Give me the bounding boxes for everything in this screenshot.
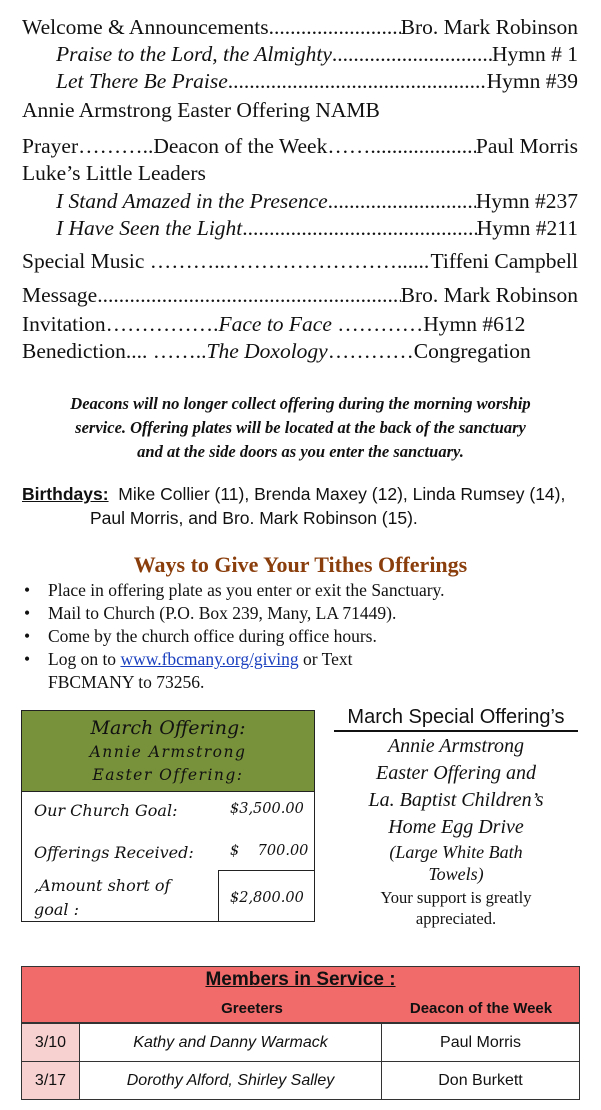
program-hymn-39: Let There Be Praise ..... Hymn #39 bbox=[56, 68, 578, 94]
ways-to-give-title: Ways to Give Your Tithes Offerings bbox=[133, 552, 468, 577]
giving-link[interactable]: www.fbcmany.org/giving bbox=[120, 649, 299, 669]
divider bbox=[218, 871, 219, 922]
program-special-music: Special Music ………..…………………… ..... Tiffeni Campbell bbox=[22, 248, 578, 274]
program-hymn-211: I Have Seen the Light ..... Hymn #211 bbox=[56, 215, 578, 241]
program-invitation: Invitation…………….Face to Face …………Hymn #612 bbox=[22, 312, 526, 336]
table-row: 3/10 Kathy and Danny Warmack Paul Morris bbox=[22, 1023, 579, 1061]
program-benediction: Benediction.... ……..The Doxology…………Congregation bbox=[22, 339, 531, 363]
program-welcome: Welcome & Announcements ..... Bro. Mark Robinson bbox=[22, 14, 578, 40]
program-prayer: Prayer………..Deacon of the Week…… ..... Paul Morris bbox=[22, 133, 578, 159]
march-offering-header: March Offering: Annie Armstrong Easter Offering: bbox=[22, 711, 314, 792]
march-offering-box: March Offering: Annie Armstrong Easter Offering: Our Church Goal: $3,500.00 Offerings Received: $ 700.00 ,Amount short of goal : $2,800.00 bbox=[21, 710, 315, 922]
program-lukes-little-leaders: Luke’s Little Leaders bbox=[22, 161, 206, 185]
list-item: • Come by the church office during office hours. bbox=[24, 626, 377, 646]
members-title: Members in Service : bbox=[205, 969, 396, 990]
list-item: • Log on to www.fbcmany.org/giving or Text FBCMANY to 73256. bbox=[24, 649, 353, 692]
table-row: 3/17 Dorothy Alford, Shirley Salley Don Burkett bbox=[22, 1061, 579, 1099]
ways-to-give-list bbox=[22, 579, 582, 694]
birthdays: Birthdays: Mike Collier (11), Brenda Maxey (12), Linda Rumsey (14), Paul Morris, and Bro. Mark Robinson (15). bbox=[22, 484, 566, 528]
special-offering: March Special Offering’s Annie Armstrong Easter Offering and La. Baptist Children’s Home Egg Drive (Large White Bath Towels) Your support is greatly appreciated. bbox=[332, 706, 580, 929]
birthdays-label: Birthdays: bbox=[22, 484, 109, 504]
members-in-service-table bbox=[21, 966, 580, 1100]
offering-notice: Deacons will no longer collect offering during the morning worship service. Offering plates will be located at the back of the sanctuary and at the side doors as you enter the sanctuary. bbox=[70, 394, 531, 461]
special-offering-title: March Special Offering’s bbox=[334, 706, 578, 732]
program-hymn-237: I Stand Amazed in the Presence ..... Hymn #237 bbox=[56, 188, 578, 214]
greeters-header: Greeters bbox=[221, 1000, 283, 1017]
deacon-header: Deacon of the Week bbox=[409, 1000, 553, 1017]
divider bbox=[218, 870, 315, 871]
members-header bbox=[22, 967, 579, 1023]
list-item: • Mail to Church (P.O. Box 239, Many, LA 71449). bbox=[24, 603, 397, 623]
program-annie-armstrong: Annie Armstrong Easter Offering NAMB bbox=[22, 98, 380, 122]
list-item: • Place in offering plate as you enter or exit the Sanctuary. bbox=[24, 580, 445, 600]
program-message: Message ..... Bro. Mark Robinson bbox=[22, 282, 578, 308]
program-hymn-1: Praise to the Lord, the Almighty ..... Hymn # 1 bbox=[56, 41, 578, 67]
